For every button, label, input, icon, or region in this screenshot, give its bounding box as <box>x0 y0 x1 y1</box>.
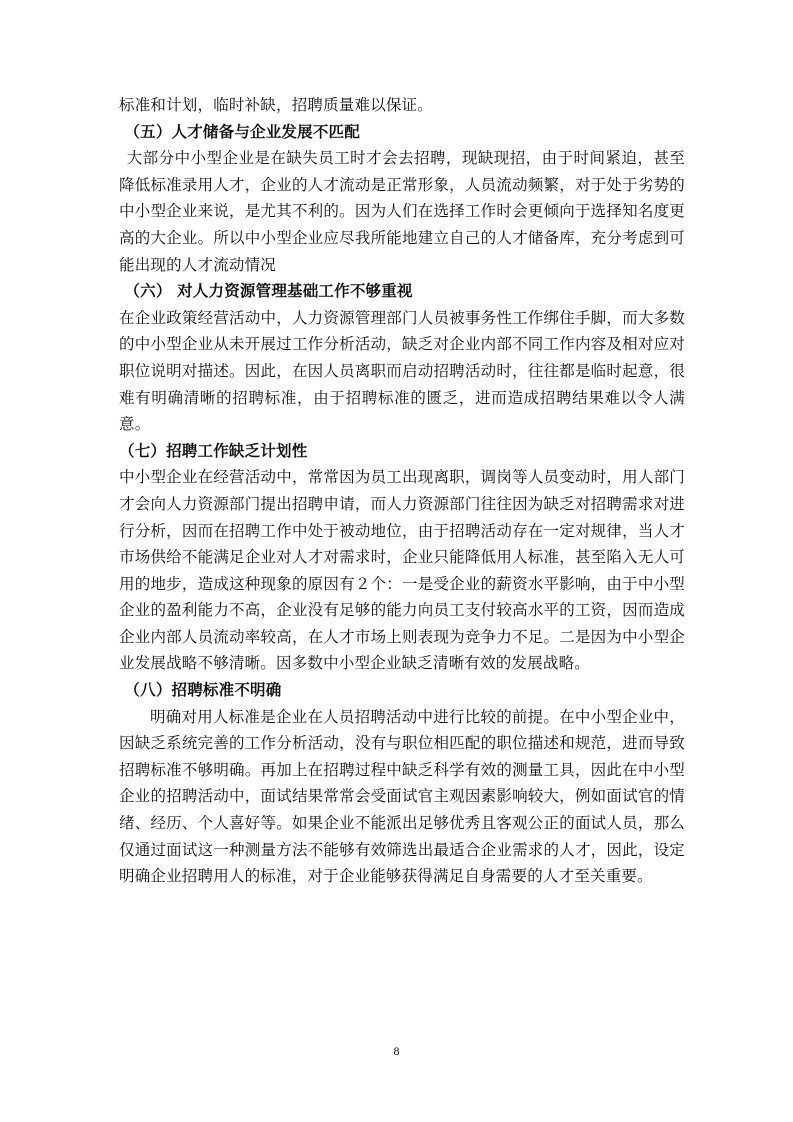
section-heading-8: （八）招聘标准不明确 <box>124 681 282 700</box>
paragraph-standards: 明确对用人标准是企业在人员招聘活动中进行比较的前提。在中小型企业中，因缺乏系统完善的工作分析活动，没有与职位相匹配的职位描述和规范，进而导致招聘标准不够明确。再加上在招聘过程中缺乏科学有效的测量工具，因此在中小型企业的招聘活动中，面试结果常常会受面试官主观因素影响较大，例如面试官的情绪、经历、个人喜好等。如果企业不能派出足够优秀且客观公正的面试人员，那么仅通过面试这一种测量方法不能够有效筛选出最适合企业需求的人才，因此，设定明确企业招聘用人的标准，对于企业能够获得满足自身需要的人才至关重要。 <box>119 707 685 886</box>
section-heading-7: （七）招聘工作缺乏计划性 <box>119 441 308 460</box>
paragraph-planning: 中小型企业在经营活动中，常常因为员工出现离职，调岗等人员变动时，用人部门才会向人力资源部门提出招聘申请，而人力资源部门往往因为缺乏对招聘需求对进行分析，因而在招聘工作中处于被动地位，由于招聘活动存在一定对规律，当人才市场供给不能满足企业对人才对需求时，企业只能降低用人标准，甚至陷入无人可用的地步，造成这种现象的原因有２个：一是受企业的薪资水平影响，由于中小型企业的盈利能力不高，企业没有足够的能力向员工支付较高水平的工资，因而造成企业内部人员流动率较高，在人才市场上则表现为竞争力不足。二是因为中小型企业发展战略不够清晰。因多数中小型企业缺乏清晰有效的发展战略。 <box>119 468 685 673</box>
page-number: 8 <box>393 1044 400 1058</box>
page-body <box>119 92 685 890</box>
paragraph-hr-basics: 在企业政策经营活动中，人力资源管理部门人员被事务性工作绑住手脚，而大多数的中小型企业从未开展过工作分析活动，缺乏对企业内部不同工作内容及相对应对职位说明对描述。因此，在因人员离职而启动招聘活动时，往往都是临时起意，很难有明确清晰的招聘标准，由于招聘标准的匮乏，进而造成招聘结果难以令人满意。 <box>119 308 685 434</box>
paragraph-continuation: 标准和计划，临时补缺，招聘质量难以保证。 <box>119 96 434 114</box>
paragraph-talent-reserve: 大部分中小型企业是在缺失员工时才会去招聘，现缺现招，由于时间紧迫，甚至降低标准录用人才，企业的人才流动是正常形象，人员流动频繁，对于处于劣势的中小型企业来说，是尤其不利的。因为人们在选择工作时会更倾向于选择知名度更高的大企业。所以中小型企业应尽我所能地建立自己的人才储备库，充分考虑到可能出现的人才流动情况 <box>119 149 685 274</box>
section-heading-5: （五）人才储备与企业发展不匹配 <box>124 122 360 141</box>
section-heading-6: （六） 对人力资源管理基础工作不够重视 <box>124 282 413 301</box>
